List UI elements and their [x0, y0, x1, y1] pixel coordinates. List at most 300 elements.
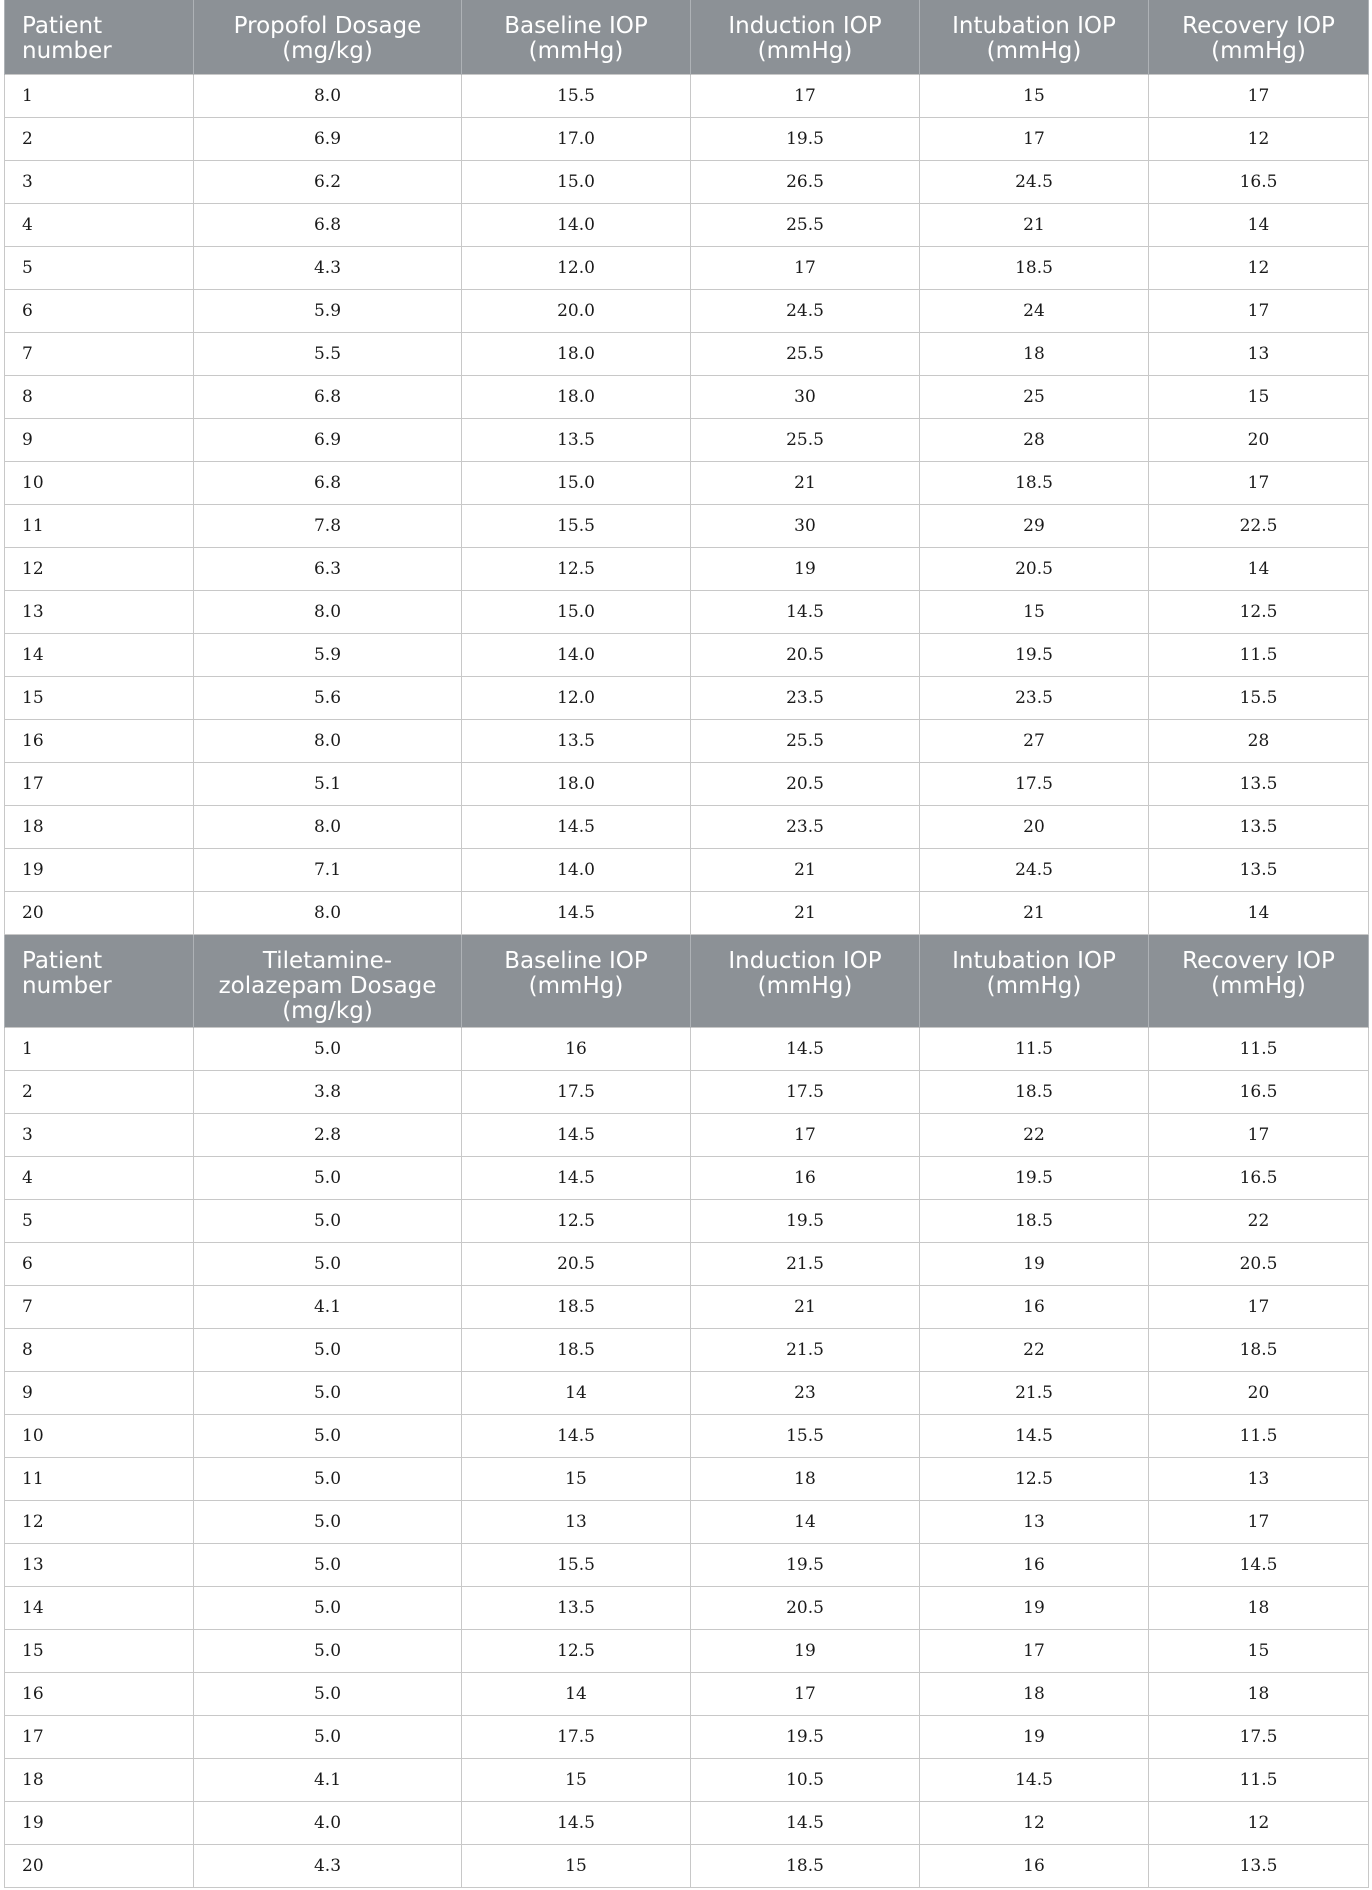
table1-col-header-5	[1149, 0, 1369, 74]
table-cell: 5.0	[194, 1328, 462, 1371]
table-cell: 14	[1149, 547, 1369, 590]
table-cell: 6.3	[194, 547, 462, 590]
table-cell: 7.1	[194, 848, 462, 891]
table-cell: 6.8	[194, 461, 462, 504]
header-line: (mg/kg)	[282, 38, 373, 64]
table-cell: 2	[5, 117, 194, 160]
table-cell: 3.8	[194, 1070, 462, 1113]
table-cell: 4	[5, 203, 194, 246]
table-cell: 18	[1149, 1672, 1369, 1715]
table-cell: 13.5	[1149, 848, 1369, 891]
table-cell: 15	[462, 1457, 691, 1500]
table-row	[5, 590, 1369, 633]
table-cell: 20	[5, 1844, 194, 1887]
table-cell: 15	[5, 1629, 194, 1672]
table-row	[5, 719, 1369, 762]
header-line: Propofol Dosage	[233, 13, 422, 39]
table-cell: 13.5	[462, 719, 691, 762]
header-line: zolazepam Dosage	[218, 972, 437, 999]
table-cell: 2.8	[194, 1113, 462, 1156]
table-cell: 18.5	[920, 1070, 1149, 1113]
table-cell: 14.5	[1149, 1543, 1369, 1586]
table-cell: 25.5	[691, 418, 920, 461]
table-cell: 13	[462, 1500, 691, 1543]
table-cell: 21.5	[691, 1328, 920, 1371]
table-cell: 28	[920, 418, 1149, 461]
table-row	[5, 504, 1369, 547]
table-cell: 16	[691, 1156, 920, 1199]
table-cell: 12	[1149, 246, 1369, 289]
table2-col-header-2	[462, 934, 691, 1027]
table-cell: 18.5	[462, 1285, 691, 1328]
table-cell: 19.5	[691, 1199, 920, 1242]
table-cell: 12.0	[462, 246, 691, 289]
table-cell: 18.5	[920, 246, 1149, 289]
header-line: (mmHg)	[1211, 972, 1306, 999]
header-line: (mmHg)	[1211, 38, 1306, 64]
table-cell: 14.5	[920, 1758, 1149, 1801]
table-cell: 4.3	[194, 1844, 462, 1887]
table-cell: 8.0	[194, 719, 462, 762]
table-cell: 6.9	[194, 418, 462, 461]
table-cell: 17	[1149, 1113, 1369, 1156]
table-row	[5, 160, 1369, 203]
table2-col-header-5	[1149, 934, 1369, 1027]
table-cell: 12.0	[462, 676, 691, 719]
table-row	[5, 1758, 1369, 1801]
table-cell: 5.0	[194, 1500, 462, 1543]
table-cell: 16	[5, 719, 194, 762]
table-cell: 6.8	[194, 375, 462, 418]
header-line: (mmHg)	[986, 38, 1082, 64]
header-line: (mmHg)	[986, 972, 1082, 999]
table-row	[5, 1844, 1369, 1887]
table-cell: 11	[5, 504, 194, 547]
table-cell: 12.5	[462, 547, 691, 590]
table-cell: 22	[1149, 1199, 1369, 1242]
table-cell: 13.5	[462, 418, 691, 461]
table-cell: 18.0	[462, 762, 691, 805]
table-cell: 11.5	[1149, 1758, 1369, 1801]
table-cell: 23.5	[691, 676, 920, 719]
table-row	[5, 762, 1369, 805]
table-cell: 17	[1149, 1500, 1369, 1543]
table-cell: 5.0	[194, 1457, 462, 1500]
table-cell: 24.5	[920, 848, 1149, 891]
table-cell: 14.0	[462, 848, 691, 891]
table-cell: 30	[691, 375, 920, 418]
table-cell: 11	[5, 1457, 194, 1500]
table1-col-header-0	[5, 0, 194, 74]
table-cell: 21.5	[691, 1242, 920, 1285]
table-cell: 18	[1149, 1586, 1369, 1629]
table2-header	[5, 934, 1369, 1027]
table-cell: 12.5	[462, 1199, 691, 1242]
table-cell: 23	[691, 1371, 920, 1414]
table-cell: 17.5	[462, 1070, 691, 1113]
table-cell: 12	[1149, 117, 1369, 160]
table-row	[5, 1414, 1369, 1457]
table-cell: 16.5	[1149, 1070, 1369, 1113]
table-cell: 12.5	[920, 1457, 1149, 1500]
table-cell: 14.0	[462, 203, 691, 246]
table-cell: 10	[5, 1414, 194, 1457]
table-cell: 3	[5, 160, 194, 203]
table-row	[5, 246, 1369, 289]
table-cell: 12.5	[462, 1629, 691, 1672]
table-row	[5, 461, 1369, 504]
table-cell: 16.5	[1149, 160, 1369, 203]
table-cell: 12	[920, 1801, 1149, 1844]
table-cell: 17.0	[462, 117, 691, 160]
header-line: (mmHg)	[757, 38, 853, 64]
table-cell: 11.5	[1149, 1027, 1369, 1070]
table-cell: 14.5	[462, 1414, 691, 1457]
table-cell: 8	[5, 375, 194, 418]
table-cell: 25	[920, 375, 1149, 418]
table-cell: 6	[5, 1242, 194, 1285]
header-line: (mmHg)	[528, 972, 624, 999]
table-cell: 25.5	[691, 719, 920, 762]
table-cell: 17.5	[1149, 1715, 1369, 1758]
table-cell: 19	[691, 1629, 920, 1672]
header-line: Recovery IOP	[1182, 947, 1335, 974]
table-cell: 13	[920, 1500, 1149, 1543]
table-cell: 21	[920, 203, 1149, 246]
table-cell: 15	[462, 1758, 691, 1801]
table-row	[5, 1027, 1369, 1070]
table-cell: 17.5	[462, 1715, 691, 1758]
table-cell: 3	[5, 1113, 194, 1156]
table-cell: 12	[1149, 1801, 1369, 1844]
table-cell: 15	[1149, 1629, 1369, 1672]
table-cell: 18.5	[1149, 1328, 1369, 1371]
table-cell: 13	[5, 590, 194, 633]
table-row	[5, 1672, 1369, 1715]
header-line: Intubation IOP	[952, 13, 1116, 39]
table-cell: 5.0	[194, 1414, 462, 1457]
table-cell: 14	[5, 1586, 194, 1629]
table-cell: 20.5	[691, 633, 920, 676]
table-cell: 5.1	[194, 762, 462, 805]
table-cell: 17	[691, 246, 920, 289]
table-cell: 15.5	[462, 1543, 691, 1586]
table-cell: 22	[920, 1328, 1149, 1371]
table1-col-header-1	[194, 0, 462, 74]
header-line: Induction IOP	[728, 947, 882, 974]
table-cell: 14.5	[462, 1113, 691, 1156]
table-cell: 11.5	[920, 1027, 1149, 1070]
table-cell: 15.5	[462, 504, 691, 547]
table-cell: 16	[920, 1844, 1149, 1887]
table-cell: 5.0	[194, 1027, 462, 1070]
table-row	[5, 375, 1369, 418]
table-cell: 24.5	[691, 289, 920, 332]
table-cell: 25.5	[691, 203, 920, 246]
table-cell: 5.0	[194, 1629, 462, 1672]
table-cell: 20	[5, 891, 194, 934]
table-cell: 22	[920, 1113, 1149, 1156]
table-cell: 7.8	[194, 504, 462, 547]
table-cell: 21.5	[920, 1371, 1149, 1414]
header-line: (mmHg)	[528, 38, 624, 64]
table-cell: 4.1	[194, 1285, 462, 1328]
table-cell: 5.9	[194, 289, 462, 332]
table-cell: 8.0	[194, 590, 462, 633]
table-cell: 17	[691, 1113, 920, 1156]
table-cell: 8	[5, 1328, 194, 1371]
table-cell: 6	[5, 289, 194, 332]
table-cell: 11.5	[1149, 633, 1369, 676]
table-cell: 15.5	[691, 1414, 920, 1457]
table-cell: 19	[691, 547, 920, 590]
table-cell: 14.5	[462, 891, 691, 934]
table-cell: 19.5	[691, 1543, 920, 1586]
table-row	[5, 1328, 1369, 1371]
table-row	[5, 891, 1369, 934]
table-cell: 5.0	[194, 1156, 462, 1199]
table-cell: 9	[5, 1371, 194, 1414]
table-cell: 19	[920, 1242, 1149, 1285]
table-cell: 6.2	[194, 160, 462, 203]
table-cell: 14	[462, 1672, 691, 1715]
table-cell: 21	[691, 848, 920, 891]
table-cell: 15.5	[462, 74, 691, 117]
table-cell: 13.5	[1149, 805, 1369, 848]
table-cell: 14	[1149, 891, 1369, 934]
table-cell: 15	[462, 1844, 691, 1887]
table-cell: 13	[1149, 332, 1369, 375]
table-cell: 17	[920, 1629, 1149, 1672]
table-cell: 12	[5, 1500, 194, 1543]
table1-col-header-4	[920, 0, 1149, 74]
table-cell: 30	[691, 504, 920, 547]
table-cell: 14	[5, 633, 194, 676]
table-cell: 16	[5, 1672, 194, 1715]
table-cell: 13.5	[462, 1586, 691, 1629]
header-line: Intubation IOP	[952, 947, 1116, 974]
table-cell: 18	[691, 1457, 920, 1500]
table-cell: 18.5	[920, 1199, 1149, 1242]
table-cell: 14.5	[462, 1801, 691, 1844]
table-cell: 6.9	[194, 117, 462, 160]
header-line: Tiletamine-	[262, 947, 393, 974]
table-row	[5, 74, 1369, 117]
table-cell: 13.5	[1149, 1844, 1369, 1887]
header-line: Patient	[22, 947, 103, 974]
table-cell: 20	[1149, 1371, 1369, 1414]
table-cell: 27	[920, 719, 1149, 762]
table-cell: 18.5	[920, 461, 1149, 504]
table-row	[5, 1371, 1369, 1414]
table-cell: 15.0	[462, 461, 691, 504]
table-cell: 20.5	[462, 1242, 691, 1285]
table-cell: 17	[1149, 1285, 1369, 1328]
table-cell: 6.8	[194, 203, 462, 246]
table-cell: 17	[1149, 74, 1369, 117]
table-cell: 15	[920, 74, 1149, 117]
table2-col-header-0	[5, 934, 194, 1027]
table-cell: 14	[691, 1500, 920, 1543]
table-cell: 9	[5, 418, 194, 461]
table-row	[5, 805, 1369, 848]
header-line: (mg/kg)	[282, 997, 373, 1024]
table-cell: 21	[691, 891, 920, 934]
table-cell: 14	[1149, 203, 1369, 246]
header-line: (mmHg)	[757, 972, 853, 999]
table-cell: 15.5	[1149, 676, 1369, 719]
table-cell: 1	[5, 1027, 194, 1070]
table1-header	[5, 0, 1369, 74]
table-row	[5, 1113, 1369, 1156]
table-row	[5, 332, 1369, 375]
table-cell: 8.0	[194, 891, 462, 934]
header-line: Baseline IOP	[504, 947, 648, 974]
table-cell: 16	[920, 1285, 1149, 1328]
table-cell: 5.0	[194, 1543, 462, 1586]
table-cell: 5	[5, 1199, 194, 1242]
table-row	[5, 1500, 1369, 1543]
header-line: Baseline IOP	[504, 13, 648, 39]
table-cell: 12.5	[1149, 590, 1369, 633]
table-cell: 19	[5, 1801, 194, 1844]
table-row	[5, 1242, 1369, 1285]
table-row	[5, 1801, 1369, 1844]
table-cell: 20	[1149, 418, 1369, 461]
table-cell: 7	[5, 332, 194, 375]
table2-col-header-4	[920, 934, 1149, 1027]
header-line: Patient	[22, 13, 103, 39]
table2-col-header-3	[691, 934, 920, 1027]
table-cell: 5.6	[194, 676, 462, 719]
table-cell: 14.5	[691, 1027, 920, 1070]
header-line: Recovery IOP	[1182, 13, 1335, 39]
table-row	[5, 1715, 1369, 1758]
table-cell: 15	[5, 676, 194, 719]
table-cell: 24.5	[920, 160, 1149, 203]
table-row	[5, 1285, 1369, 1328]
table-row	[5, 1457, 1369, 1500]
table-cell: 14.5	[920, 1414, 1149, 1457]
table1-body	[5, 74, 1369, 934]
table-cell: 14.0	[462, 633, 691, 676]
table-cell: 15	[920, 590, 1149, 633]
table-cell: 21	[691, 1285, 920, 1328]
table-cell: 1	[5, 74, 194, 117]
header-line: Induction IOP	[728, 13, 882, 39]
table-cell: 2	[5, 1070, 194, 1113]
table-row	[5, 1199, 1369, 1242]
table-cell: 28	[1149, 719, 1369, 762]
table-row	[5, 1629, 1369, 1672]
table-cell: 10	[5, 461, 194, 504]
table-cell: 17.5	[691, 1070, 920, 1113]
table1-col-header-2	[462, 0, 691, 74]
table-cell: 17.5	[920, 762, 1149, 805]
table-cell: 7	[5, 1285, 194, 1328]
table2-col-header-1	[194, 934, 462, 1027]
table-cell: 22.5	[1149, 504, 1369, 547]
table-cell: 14.5	[462, 1156, 691, 1199]
table-cell: 16	[920, 1543, 1149, 1586]
table-cell: 17	[920, 117, 1149, 160]
table1-col-header-3	[691, 0, 920, 74]
table-row	[5, 117, 1369, 160]
table-row	[5, 203, 1369, 246]
table-cell: 12	[5, 547, 194, 590]
table-cell: 5.0	[194, 1371, 462, 1414]
table-row	[5, 1586, 1369, 1629]
table-row	[5, 676, 1369, 719]
table-cell: 21	[691, 461, 920, 504]
table-cell: 16	[462, 1027, 691, 1070]
table-row	[5, 1543, 1369, 1586]
header-line: number	[22, 972, 112, 999]
table-cell: 4.0	[194, 1801, 462, 1844]
iop-data-table	[4, 0, 1369, 1888]
header-line: number	[22, 38, 112, 64]
table-cell: 18.5	[462, 1328, 691, 1371]
table-cell: 4	[5, 1156, 194, 1199]
table-row	[5, 848, 1369, 891]
table-cell: 19.5	[691, 117, 920, 160]
table-cell: 19.5	[920, 633, 1149, 676]
table-cell: 18	[920, 332, 1149, 375]
table-cell: 20.5	[920, 547, 1149, 590]
table-cell: 4.1	[194, 1758, 462, 1801]
table-cell: 14	[462, 1371, 691, 1414]
table-row	[5, 289, 1369, 332]
table-cell: 19.5	[920, 1156, 1149, 1199]
table-cell: 8.0	[194, 805, 462, 848]
table-cell: 17	[1149, 461, 1369, 504]
table-cell: 20.5	[1149, 1242, 1369, 1285]
table-cell: 21	[920, 891, 1149, 934]
table-cell: 14.5	[691, 1801, 920, 1844]
table-row	[5, 1156, 1369, 1199]
table-cell: 19	[920, 1586, 1149, 1629]
table-cell: 10.5	[691, 1758, 920, 1801]
table-cell: 29	[920, 504, 1149, 547]
table-cell: 5.0	[194, 1715, 462, 1758]
table2-body	[5, 1027, 1369, 1887]
table-cell: 5.9	[194, 633, 462, 676]
table-cell: 15.0	[462, 160, 691, 203]
table-cell: 14.5	[691, 590, 920, 633]
table-cell: 18	[920, 1672, 1149, 1715]
table-cell: 13.5	[1149, 762, 1369, 805]
table-cell: 16.5	[1149, 1156, 1369, 1199]
table-cell: 20.5	[691, 762, 920, 805]
table-cell: 19.5	[691, 1715, 920, 1758]
table-cell: 19	[920, 1715, 1149, 1758]
table-cell: 5.0	[194, 1586, 462, 1629]
table-cell: 23.5	[920, 676, 1149, 719]
table-cell: 23.5	[691, 805, 920, 848]
table-cell: 18.0	[462, 332, 691, 375]
table-cell: 15.0	[462, 590, 691, 633]
table-cell: 17	[691, 1672, 920, 1715]
table-row	[5, 418, 1369, 461]
table-cell: 8.0	[194, 74, 462, 117]
table-cell: 17	[1149, 289, 1369, 332]
table-cell: 5.0	[194, 1672, 462, 1715]
table-cell: 20.5	[691, 1586, 920, 1629]
table-cell: 18.0	[462, 375, 691, 418]
table-cell: 11.5	[1149, 1414, 1369, 1457]
table-cell: 14.5	[462, 805, 691, 848]
table-cell: 17	[691, 74, 920, 117]
